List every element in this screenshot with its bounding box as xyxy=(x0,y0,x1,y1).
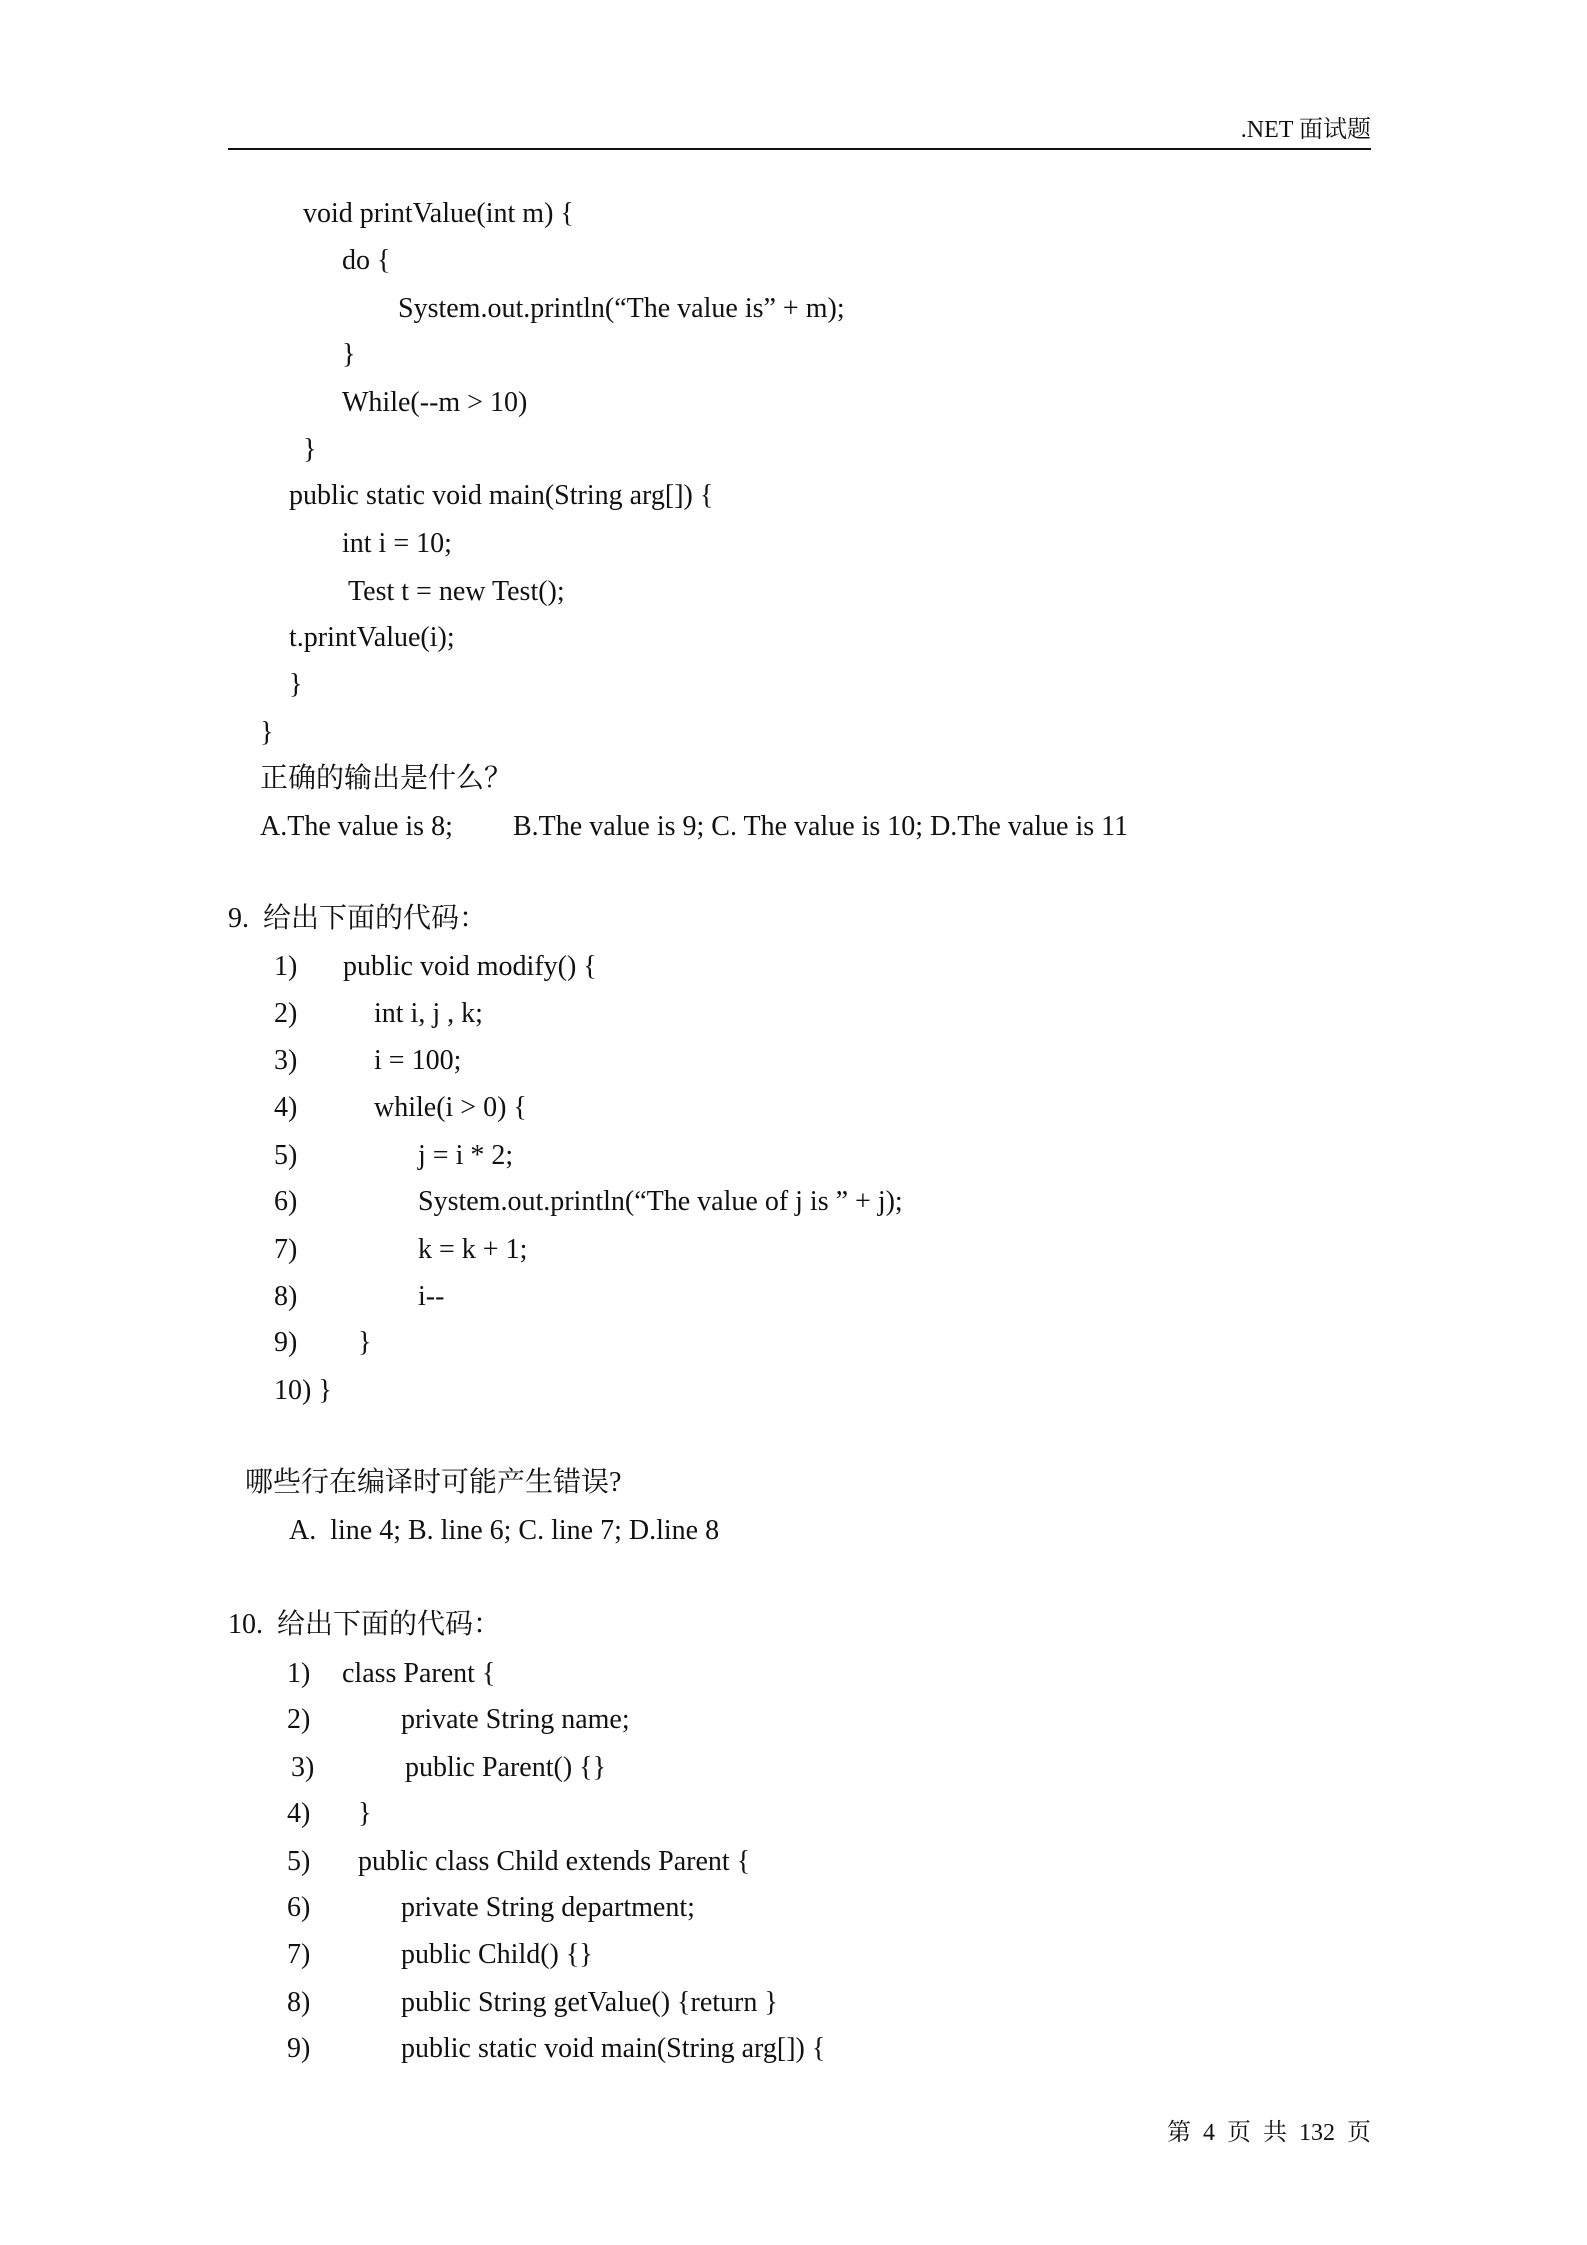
code-line: } xyxy=(303,434,317,465)
line-number: 3) xyxy=(274,1045,298,1076)
code-line: System.out.println(“The value is” + m); xyxy=(398,293,845,324)
code-line: t.printValue(i); xyxy=(289,622,455,653)
code-line: j = i * 2; xyxy=(418,1140,514,1171)
code-line: while(i > 0) { xyxy=(374,1092,527,1123)
line-number: 2) xyxy=(274,998,298,1029)
line-number: 4) xyxy=(274,1092,298,1123)
code-line: public class Child extends Parent { xyxy=(358,1846,751,1877)
code-line: int i = 10; xyxy=(342,528,452,559)
code-line: } xyxy=(358,1798,372,1829)
code-line: public String getValue() {return } xyxy=(401,1987,778,2018)
code-line: public static void main(String arg[]) { xyxy=(401,2033,826,2064)
code-line: } xyxy=(289,669,303,700)
line-number: 7) xyxy=(274,1234,298,1265)
header-rule xyxy=(228,148,1371,150)
line-number: 9) xyxy=(274,1327,298,1358)
code-line: public static void main(String arg[]) { xyxy=(289,480,714,511)
code-line: void printValue(int m) { xyxy=(303,198,574,229)
code-line: private String name; xyxy=(401,1704,630,1735)
line-number: 1) xyxy=(287,1658,311,1689)
code-line: private String department; xyxy=(401,1892,695,1923)
question-text: 正确的输出是什么？ xyxy=(260,763,513,794)
line-number: 6) xyxy=(274,1186,298,1217)
code-line: Test t = new Test(); xyxy=(348,576,565,607)
line-number: 9) xyxy=(287,2033,311,2064)
line-number: 8) xyxy=(274,1281,298,1312)
line-number: 10) } xyxy=(274,1375,332,1406)
code-line: int i, j , k; xyxy=(374,998,483,1029)
code-line: class Parent { xyxy=(342,1658,496,1689)
question-title: 9. 给出下面的代码： xyxy=(228,903,488,934)
line-number: 6) xyxy=(287,1892,311,1923)
code-line: } xyxy=(342,339,356,370)
page-number: 第 4 页 共 132 页 xyxy=(1167,2120,1371,2146)
question-title: 10. 给出下面的代码： xyxy=(228,1609,502,1640)
code-line: k = k + 1; xyxy=(418,1234,528,1265)
code-line: public Child() {} xyxy=(401,1939,593,1970)
line-number: 3) xyxy=(291,1752,315,1783)
line-number: 8) xyxy=(287,1987,311,2018)
code-line: do { xyxy=(342,245,391,276)
code-line: While(--m > 10) xyxy=(342,387,528,418)
header-title: .NET 面试题 xyxy=(1240,117,1371,143)
code-line: i-- xyxy=(418,1281,445,1312)
line-number: 1) xyxy=(274,951,298,982)
code-line: public Parent() {} xyxy=(405,1752,607,1783)
options: A. line 4; B. line 6; C. line 7; D.line 8 xyxy=(289,1515,720,1546)
code-line: } xyxy=(260,717,274,748)
code-line: System.out.println(“The value of j is ” + j); xyxy=(418,1186,903,1217)
option-a: A.The value is 8; xyxy=(260,811,453,842)
code-line: } xyxy=(358,1327,372,1358)
options-bcd: B.The value is 9; C. The value is 10; D.The value is 11 xyxy=(513,811,1129,842)
line-number: 5) xyxy=(274,1140,298,1171)
line-number: 2) xyxy=(287,1704,311,1735)
question-text: 哪些行在编译时可能产生错误? xyxy=(245,1467,622,1498)
line-number: 5) xyxy=(287,1846,311,1877)
code-line: public void modify() { xyxy=(343,951,597,982)
code-line: i = 100; xyxy=(374,1045,462,1076)
line-number: 4) xyxy=(287,1798,311,1829)
line-number: 7) xyxy=(287,1939,311,1970)
